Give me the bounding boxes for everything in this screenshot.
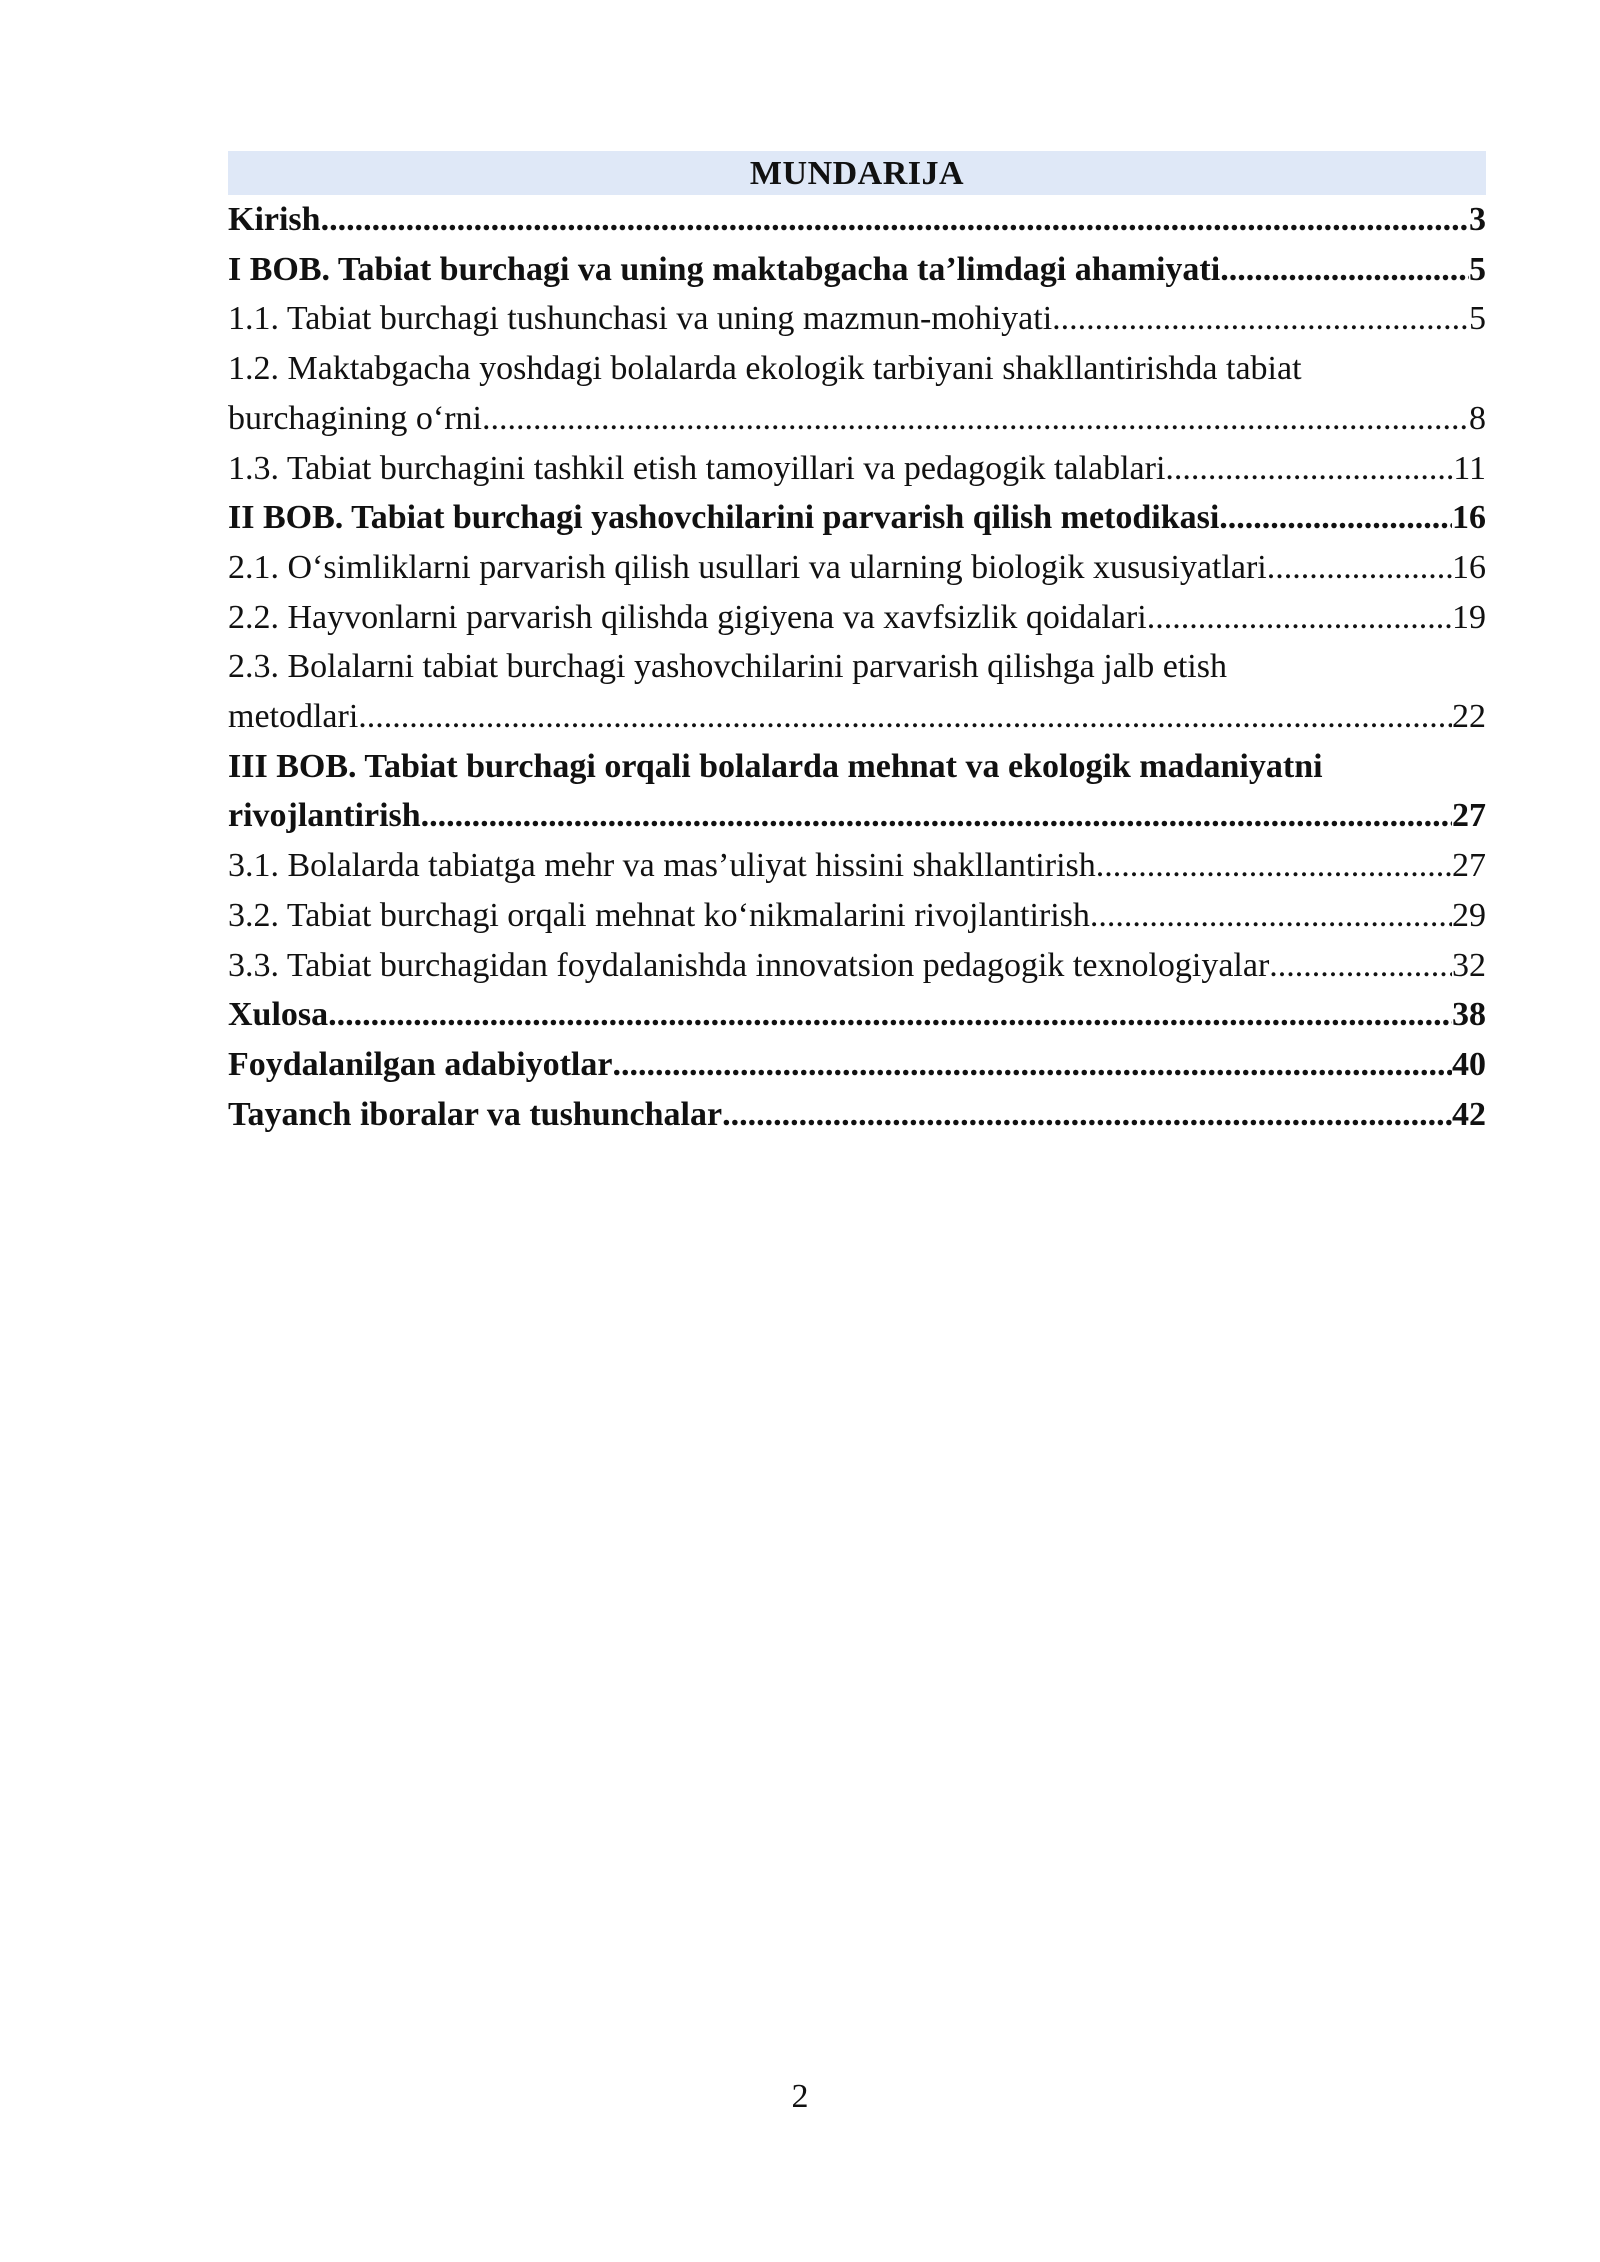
toc-entry-line <box>228 841 1486 891</box>
toc-entry[interactable] <box>228 642 1486 741</box>
toc-entry-leader <box>321 195 1469 245</box>
toc-entry-page: 11 <box>1453 449 1486 487</box>
toc-entry-line <box>228 791 1486 841</box>
toc-entry-line <box>228 294 1486 344</box>
toc-title: MUNDARIJA <box>228 151 1486 195</box>
toc-entry[interactable] <box>228 742 1486 841</box>
toc-entry-line <box>228 493 1486 543</box>
toc-entry-text: 3.1. Bolalarda tabiatga mehr va mas’uliyat hissini shakllantirish <box>228 847 1096 885</box>
toc-entry[interactable] <box>228 344 1486 443</box>
toc-entry[interactable] <box>228 294 1486 344</box>
toc-entry[interactable] <box>228 841 1486 891</box>
toc-entry-page: 27 <box>1452 847 1486 885</box>
toc-entry-text: 3.2. Tabiat burchagi orqali mehnat ko‘nikmalarini rivojlantirish <box>228 896 1090 934</box>
toc-entry-text: 3.3. Tabiat burchagidan foydalanishda innovatsion pedagogik texnologiyalar <box>228 946 1270 984</box>
toc-entry-text-line1: 2.3. Bolalarni tabiat burchagi yashovchilarini parvarish qilishga jalb etish <box>228 648 1227 686</box>
toc-entry-leader <box>1220 245 1469 295</box>
toc-entry-page: 16 <box>1452 548 1486 586</box>
toc-entry-text-line1: III BOB. Tabiat burchagi orqali bolalarda mehnat va ekologik madaniyatni <box>228 747 1323 785</box>
toc-entry-page: 38 <box>1452 996 1486 1034</box>
toc-entry-page: 29 <box>1452 896 1486 934</box>
toc-entry[interactable] <box>228 593 1486 643</box>
toc-entry-leader <box>1269 941 1452 991</box>
toc-entry-page: 32 <box>1452 946 1486 984</box>
toc-entry-line <box>228 593 1486 643</box>
toc-entry-line <box>228 543 1486 593</box>
toc-entry-page: 5 <box>1469 250 1486 288</box>
toc-entry-page: 40 <box>1452 1045 1486 1083</box>
toc-entry[interactable] <box>228 990 1486 1040</box>
toc-list <box>228 195 1486 1139</box>
toc-entry-text: Foydalanilgan adabiyotlar <box>228 1045 613 1083</box>
toc-entry-page: 5 <box>1469 300 1486 338</box>
toc-entry[interactable] <box>228 195 1486 245</box>
toc-entry-line <box>228 1090 1486 1140</box>
toc-entry-line <box>228 245 1486 295</box>
toc-entry[interactable] <box>228 1040 1486 1090</box>
toc-entry[interactable] <box>228 1090 1486 1140</box>
toc-entry-line <box>228 1040 1486 1090</box>
toc-entry-line <box>228 990 1486 1040</box>
toc-entry-leader <box>358 692 1452 742</box>
page-number: 2 <box>791 2078 809 2115</box>
toc-entry-line <box>228 692 1486 742</box>
toc-entry-line <box>228 941 1486 991</box>
toc-entry-text: Xulosa <box>228 996 329 1034</box>
toc-entry-text: 2.1. O‘simliklarni parvarish qilish usullari va ularning biologik xususiyatlari <box>228 548 1267 586</box>
toc-entry[interactable] <box>228 245 1486 295</box>
toc-entry-leader <box>1219 493 1452 543</box>
toc-entry-page: 16 <box>1452 499 1486 537</box>
toc-entry[interactable] <box>228 493 1486 543</box>
toc-entry-line <box>228 444 1486 494</box>
toc-entry-page: 42 <box>1452 1095 1486 1133</box>
toc-entry-leader <box>482 394 1469 444</box>
toc-entry-page: 27 <box>1452 797 1486 835</box>
toc-entry-text: burchagining o‘rni <box>228 399 482 437</box>
toc-entry[interactable] <box>228 941 1486 991</box>
toc-entry-leader <box>1090 891 1452 941</box>
toc-entry-line <box>228 394 1486 444</box>
toc-entry-page: 19 <box>1452 598 1486 636</box>
toc-entry-text: I BOB. Tabiat burchagi va uning maktabgacha ta’limdagi ahamiyati <box>228 250 1221 288</box>
toc-entry-text: Kirish <box>228 201 321 238</box>
toc-entry-text-line1: 1.2. Maktabgacha yoshdagi bolalarda ekologik tarbiyani shakllantirishda tabiat <box>228 350 1302 388</box>
toc-entry-leader <box>328 990 1452 1040</box>
toc-entry-leader <box>1267 543 1452 593</box>
toc-entry-leader <box>1147 593 1452 643</box>
table-of-contents <box>228 151 1486 1139</box>
toc-entry-leader <box>1096 841 1452 891</box>
toc-entry-leader <box>612 1040 1452 1090</box>
toc-entry[interactable] <box>228 444 1486 494</box>
toc-entry-text: 1.1. Tabiat burchagi tushunchasi va uning mazmun-mohiyati <box>228 300 1053 338</box>
toc-entry-page: 3 <box>1469 201 1486 238</box>
toc-entry-leader <box>421 791 1452 841</box>
toc-entry-page: 22 <box>1452 698 1486 736</box>
toc-entry-leader <box>1052 294 1469 344</box>
toc-entry[interactable] <box>228 543 1486 593</box>
toc-entry-leader <box>722 1090 1452 1140</box>
toc-entry-text: II BOB. Tabiat burchagi yashovchilarini parvarish qilish metodikasi <box>228 499 1220 537</box>
toc-entry-text: 1.3. Tabiat burchagini tashkil etish tamoyillari va pedagogik talablari <box>228 449 1166 487</box>
toc-entry-line <box>228 891 1486 941</box>
toc-entry-text: Tayanch iboralar va tushunchalar <box>228 1095 723 1133</box>
toc-entry-text: rivojlantirish <box>228 797 421 835</box>
toc-entry-line <box>228 195 1486 245</box>
toc-entry[interactable] <box>228 891 1486 941</box>
toc-entry-leader <box>1165 444 1453 494</box>
toc-entry-page: 8 <box>1469 399 1486 437</box>
toc-entry-text: 2.2. Hayvonlarni parvarish qilishda gigiyena va xavfsizlik qoidalari <box>228 598 1147 636</box>
toc-entry-text: metodlari <box>228 698 359 736</box>
